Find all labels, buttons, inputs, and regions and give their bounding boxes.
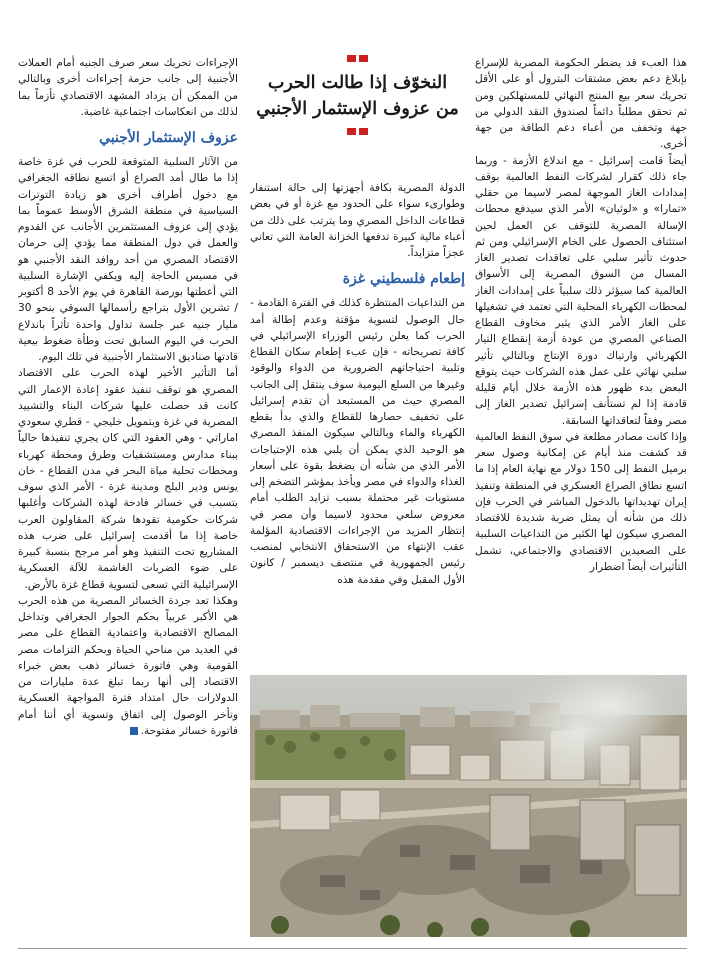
paragraph: من الآثار السلبية المتوقعة للحرب في غزة خاصة إذا ما طال أمد الصراع أو اتسع نطاقه الجغرافي مع دخول أطراف أخرى هو زيادة التوترات السياسية في منطقة الشرق الأوسط عموماً بما يؤدي إلى عزوف المستثمرين الأجانب عن القدوم والعمل في دول المنطقة مما يؤدي إلى حرمان الاقتصاد المصري من أحد روافد النقد الأجنبي هو في مسيس الحاجة إليه ويكفي الإشارة السلبية التي أعطتها بورصة القاهرة في يوم الأحد 8 أكتوبر / تشرين الأول بتراجع رأسمالها السوقي بنحو 30 مليار جنيه عبر جلسة تداول واحدة تأثراً باندلاع الحرب في اليوم السابق تحت وطأة ضغوط بيعية قادتها صناديق الاستثمار الأجنبية في تلك اليوم. xyxy=(18,156,238,363)
paragraph: من التداعيات المنتظرة كذلك في الفترة القادمة - حال الوصول لتسوية مؤقتة وعدم إطالة أمد الحرب كما يعلن رئيس الوزراء الإسرائيلي في كافة تصريحاته - فإن عبء إطعام سكان القطاع وتلبية احتياجاتهم الضرورية من الدواء والوقود وغيرها من السلع اليومية سوف ينتقل إلى الجانب المصري حيث من المستبعد أن تقدم إسرائيل على تخفيف حصارها للقطاع والذي بدأ بقطع الكهرباء والماء وبالتالي سيكون المنفذ المصري هو الوحيد الذي يمكن أن يلبي هذه الإحتياجات الأمر الذي من شأنه أن يضغط بقوة على أسعار الغذاء والدواء في مصر ويأخذ بمؤشر التضخم إلى مستويات غير محتملة بسبب تزايد الطلب أمام معروض سلعي محدود لاسيما وأن مصر في إنتظار المزيد من الإجراءات الاقتصادية المؤلمة عقب الإنتهاء من الاستحقاق الانتخابي لمنصب رئيس الجمهورية في منتصف ديسمبر / كانون الأول المقبل وفي مقدمة هذه xyxy=(250,297,465,586)
paragraph: الإجراءات تحريك سعر صرف الجنيه أمام العملات الأجنبية إلى جانب حزمة إجراءات أخرى وبالتالي من الممكن أن يزداد المشهد الاقتصادي تأزماً بما لذلك من انعكاسات اجتماعية غاضبة. xyxy=(18,57,238,118)
closing-paragraph-text: وهكذا تعد جردة الخسائر المصرية من هذه الحرب هي الأكبر عربياً بحكم الجوار الجغرافي وتداخل المصالح الاقتصادية واعتمادية القطاع على مصر في العديد من مناحي الحياة وبحكم التزامات مصر القومية وهي فاتورة خسائر ذهب بعض خبراء الاقتصاد إلى أنها ربما تبلغ عدة مليارات من الدولارات حال امتداد فترة المواجهة العسكرية وتأخر الوصول إلى اتفاق وتسوية أي أننا أمام فاتورة خسائر مفتوحة. xyxy=(18,594,238,737)
paragraph: أما التأثير الأخير لهذه الحرب على الاقتصاد المصري هو توقف تنفيذ عقود إعادة الإعمار التي كانت قد حصلت عليها شركات البناء والتشييد المصرية في غزة وبتمويل خليجي - قطري سعودي اماراتي - وهي العقود التي كان يجري تنفيذها حالياً ببناء مدارس ومستشفيات وطرق ومحطة كهرباء ومحطات تحلية مياة البحر في مدن القطاع - خان يونس ودير البلح ومدينة غزة - الأمر الذي سوف يتسبب في خسائر فادحة لهذه الشركات وأغلبها شركات حكومية تقودها شركة المقاولون العرب خاصة إذا ما أقدمت إسرائيل على ضرب هذه المشاريع تحت التنفيذ وهو أمر مرجح بنسبة كبيرة على ضوء الضربات الغاشمة للآلة العسكرية الإسرائيلية التي تسعى لتسوية قطاع غزة بالأرض. xyxy=(18,367,238,591)
section-subhead: إطعام فلسطيني غزة xyxy=(342,271,465,288)
headline-line-1: النخوّف إذا طالت الحرب xyxy=(267,73,448,93)
aerial-photo-illustration xyxy=(250,675,687,937)
article-end-mark xyxy=(130,727,138,735)
paragraph: أيضاً قامت إسرائيل - مع اندلاع الأزمة - وربما جاء ذلك كقرار لشركات النفط العالمية بوقف إمدادات الغاز الموجهة لمصر لاسيما من حقلي «تمارا» و «لوثيان» الأمر الذي سيدفع محطات الإسالة المصرية للتوقف عن العمل لحين استئناف الحصول على الخام الإسرائيلي ومن ثم حدوث تأثير سلبي على تعاقدات تصدير الغاز المسال من السوق المصرية إلى الأسواق العالمية كما سيؤثر ذلك سلبياً على إمدادات الغاز لمحطات الكهرباء المحلية التي تعتمد في تشغيلها على الغاز الأمر الذي يثير مخاوف القطاع الصناعي المصري من عودة أزمة إنقطاع التيار الكهربائي وارتباك دورة الإنتاج وبالتالي تأثير سلبي نهائي على عمل هذه الشركات حيث يتوقع البعض بدء ظهور هذه الأزمة خلال أيام قليلة قادمة إذا لم تستأنف إسرائيل تصدير الغاز إلى مصر وفقاً لتعاقداتها السابقة. xyxy=(475,154,687,427)
article-column-middle xyxy=(250,180,465,675)
red-squares-ornament-top xyxy=(250,55,465,62)
article-column-left xyxy=(18,55,238,935)
article-headline-box xyxy=(250,55,465,167)
aerial-destruction-photo xyxy=(250,675,687,937)
headline-line-2: من عزوف الإستثمار الأجنبي xyxy=(256,99,459,119)
paragraph: الدولة المصرية بكافة أجهزتها إلى حالة استنفار وطوارىء سواء على الحدود مع غزة أو في بعض قطاعات الداخل المصري وما يترتب على ذلك من أعباء مالية كبيرة تدفعها الخزانة العامة التي تعاني عجزاً متزايداً. xyxy=(250,182,465,259)
paragraph: وإذا كانت مصادر مطلعة في سوق النفط العالمية قد كشفت منذ أيام عن إمكانية وصول سعر برميل النفط إلى 150 دولار مع نهاية العام إذا ما اتسع نطاق الصراع العسكري في المنطقة وتنفيذ إيران تهديداتها بالدخول المباشر في الحرب فإن ذلك من شأنه أن يمثل ضربة شديدة للاقتصاد المصري سيكون لها الكثير من التداعيات السلبية على الصعيدين الاقتصادي والاجتماعي، تشمل التأثيرات أيضاً اضطرار xyxy=(475,430,687,573)
paragraph: هذا العبء قد يضطر الحكومة المصرية للإسراع بإبلاغ دعم بعض مشتقات البترول أو على الأقل تحريك سعر بيع المنتج النهائي للمستهلكين ومن ثم تحقق مطلباً دائماً لصندوق النقد الدولي من جهة وتخفف من أعباء دعم الطاقة من جهة أخرى. xyxy=(475,57,687,151)
article-column-right xyxy=(475,55,687,675)
page-bottom-rule xyxy=(18,948,687,949)
paragraph xyxy=(18,593,238,739)
red-squares-ornament-bottom xyxy=(250,128,465,135)
article-headline xyxy=(250,70,465,122)
section-subhead: عزوف الإستثمار الأجنبي xyxy=(99,130,238,146)
